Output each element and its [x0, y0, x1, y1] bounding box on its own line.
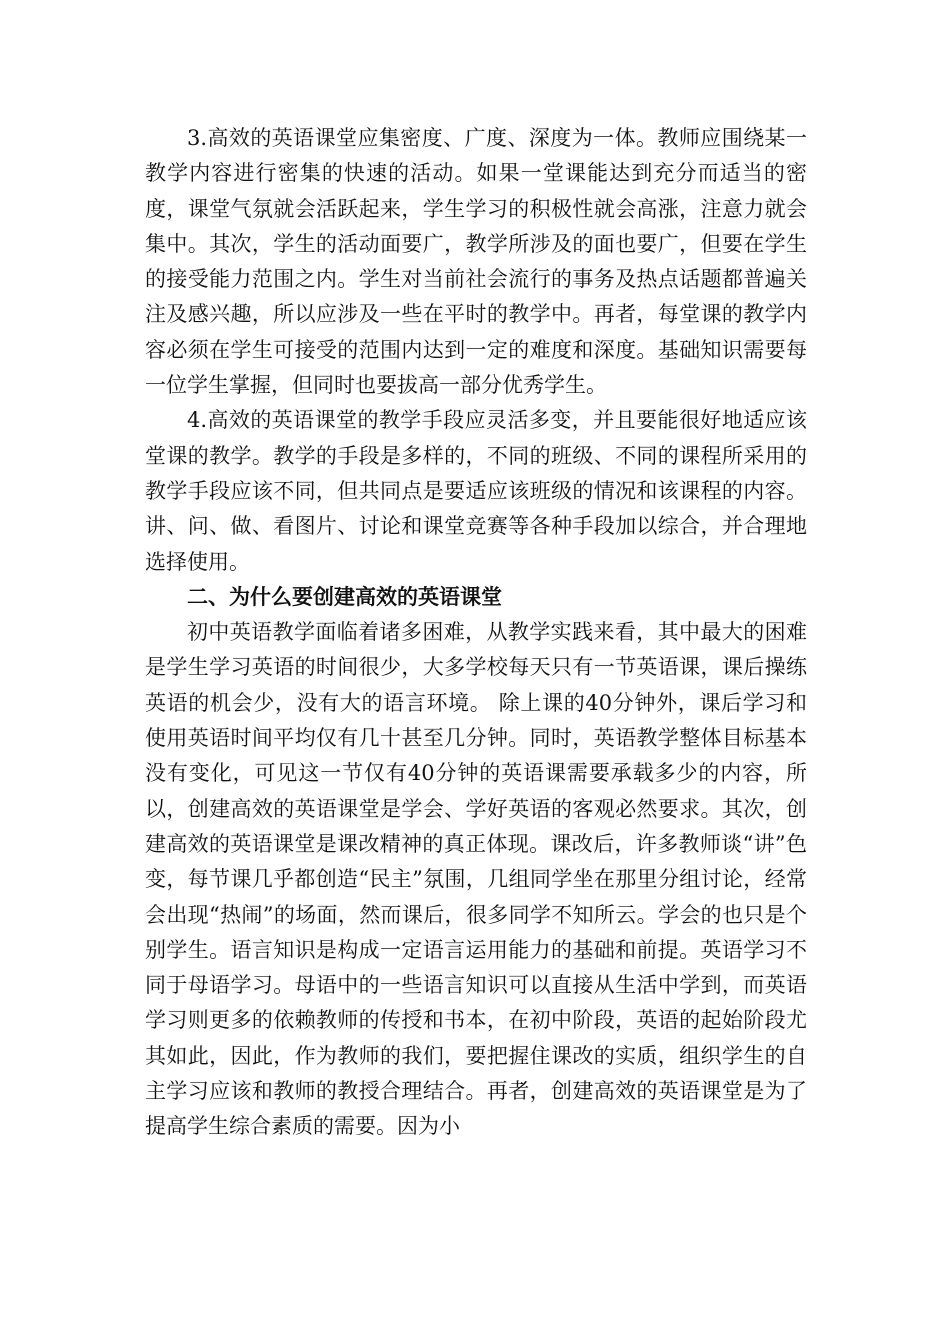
section-heading: 二、为什么要创建高效的英语课堂	[187, 584, 502, 609]
paragraph-point-4: 4.高效的英语课堂的教学手段应灵活多变，并且要能很好地适应该堂课的教学。教学的手段是多样的，不同的班级、不同的课程所采用的教学手段应该不同，但共同点是要适应该班级的情况和该课程的内容。讲、问、做、看图片、讨论和课堂竞赛等各种手段加以综合，并合理地选择使用。	[145, 408, 807, 574]
paragraph-section-body: 初中英语教学面临着诸多困难，从教学实践来看，其中最大的困难是学生学习英语的时间很少，大多学校每天只有一节英语课，课后操练英语的机会少，没有大的语言环境。 除上课的40分钟外，课后学习和使用英语时间平均仅有几十甚至几分钟。同时，英语教学整体目标基本没有变化，可见这一节仅有40分钟的英语课需要承载多少的内容，所以，创建高效的英语课堂是学会、学好英语的客观必然要求。其次，创建高效的英语课堂是课改精神的真正体现。课改后，许多教师谈“讲”色变，每节课几乎都创造“民主”氛围，几组同学坐在那里分组讨论，经常会出现“热闹”的场面，然而课后，很多同学不知所云。学会的也只是个别学生。语言知识是构成一定语言运用能力的基础和前提。英语学习不同于母语学习。母语中的一些语言知识可以直接从生活中学到，而英语学习则更多的依赖教师的传授和书本，在初中阶段，英语的起始阶段尤其如此，因此，作为教师的我们，要把握住课改的实质，组织学生的自主学习应该和教师的教授合理结合。再者，创建高效的英语课堂是为了提高学生综合素质的需要。因为小	[145, 620, 807, 1139]
paragraph-point-3: 3.高效的英语课堂应集密度、广度、深度为一体。教师应围绕某一教学内容进行密集的快速的活动。如果一堂课能达到充分而适当的密度，课堂气氛就会活跃起来，学生学习的积极性就会高涨，注意力就会集中。其次，学生的活动面要广，教学所涉及的面也要广，但要在学生的接受能力范围之内。学生对当前社会流行的事务及热点话题都普遍关注及感兴趣，所以应涉及一些在平时的教学中。再者，每堂课的教学内容必须在学生可接受的范围内达到一定的难度和深度。基础知识需要每一位学生掌握，但同时也要拔高一部分优秀学生。	[145, 126, 807, 398]
document-body	[145, 121, 807, 1145]
